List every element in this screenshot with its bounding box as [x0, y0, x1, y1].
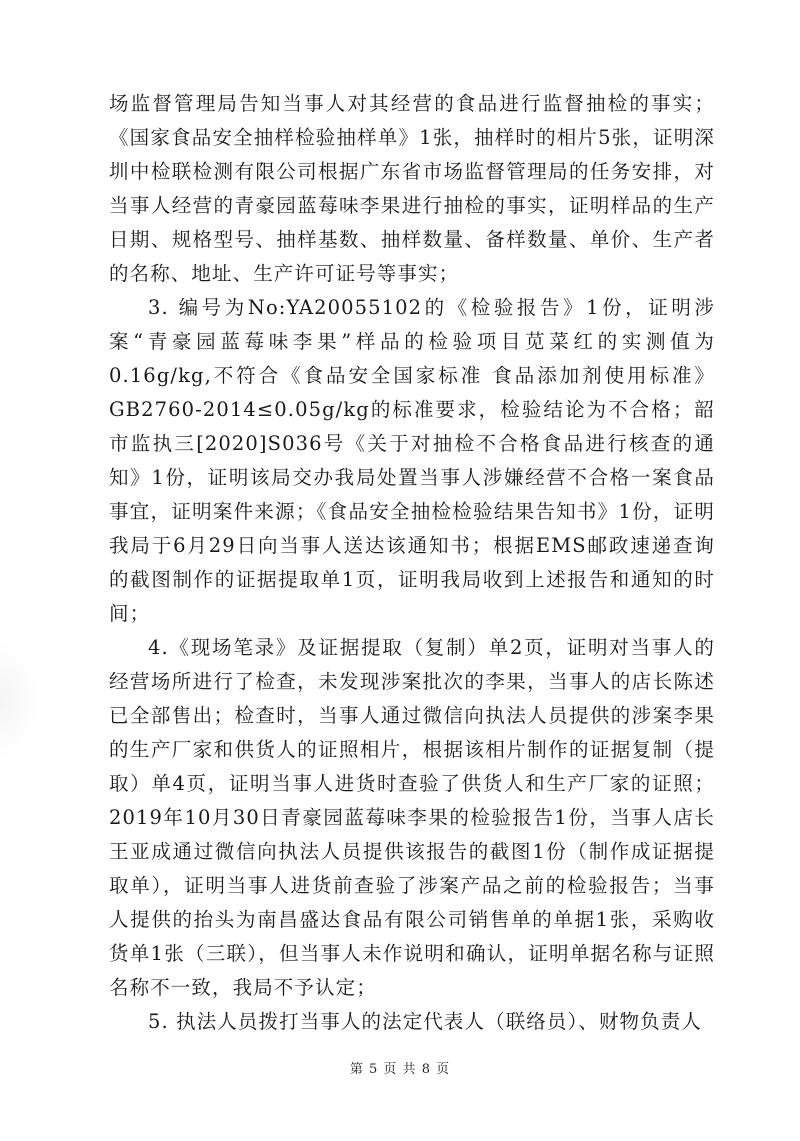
paragraph-item-4: 4.《现场笔录》及证据提取（复制）单2页，证明对当事人的经营场所进行了检查，未发现涉案批次的李果，当事人的店长陈述已全部售出；检查时，当事人通过微信向执法人员提供的涉案李果的生产厂家和供货人的证照相片，根据该相片制作的证据复制（提取）单4页，证明当事人进货时查验了供货人和生产厂家的证照；2019年10月30日青豪园蓝莓味李果的检验报告1份，当事人店长王亚成通过微信向执法人员提供该报告的截图1份（制作成证据提取单），证明当事人进货前查验了涉案产品之前的检验报告；当事人提供的抬头为南昌盛达食品有限公司销售单的单据1张，采购收货单1张（三联），但当事人未作说明和确认，证明单据名称与证照名称不一致，我局不予认定； [109, 636, 715, 999]
document-body [109, 87, 715, 1039]
paragraph-item-5: 5. 执法人员拨打当事人的法定代表人（联络员）、财物负责人 [148, 1010, 702, 1033]
paragraph-continuation: 场监督管理局告知当事人对其经营的食品进行监督抽检的事实；《国家食品安全抽样检验抽样单》1张，抽样时的相片5张，证明深圳中检联检测有限公司根据广东省市场监督管理局的任务安排，对当事人经营的青豪园蓝莓味李果进行抽检的事实，证明样品的生产日期、规格型号、抽样基数、抽样数量、备样数量、单价、生产者的名称、地址、生产许可证号等事实； [109, 92, 715, 285]
page-number-footer: 第 5 页 共 8 页 [349, 1062, 451, 1077]
paragraph-item-3: 3. 编号为No:YA20055102的《检验报告》1份，证明涉案“青豪园蓝莓味李果”样品的检验项目苋菜红的实测值为0.16g/kg,不符合《食品安全国家标准 食品添加剂使用标准》GB2760-2014≤0.05g/kg的标准要求，检验结论为不合格；韶市监执三[2020]S036号《关于对抽检不合格食品进行核查的通知》1份，证明该局交办我局处置当事人涉嫌经营不合格一案食品事宜，证明案件来源；《食品安全抽检检验结果告知书》1份，证明我局于6月29日向当事人送达该通知书；根据EMS邮政速递查询的截图制作的证据提取单1页，证明我局收到上述报告和通知的时间； [109, 296, 715, 625]
scan-shadow [0, 640, 40, 760]
